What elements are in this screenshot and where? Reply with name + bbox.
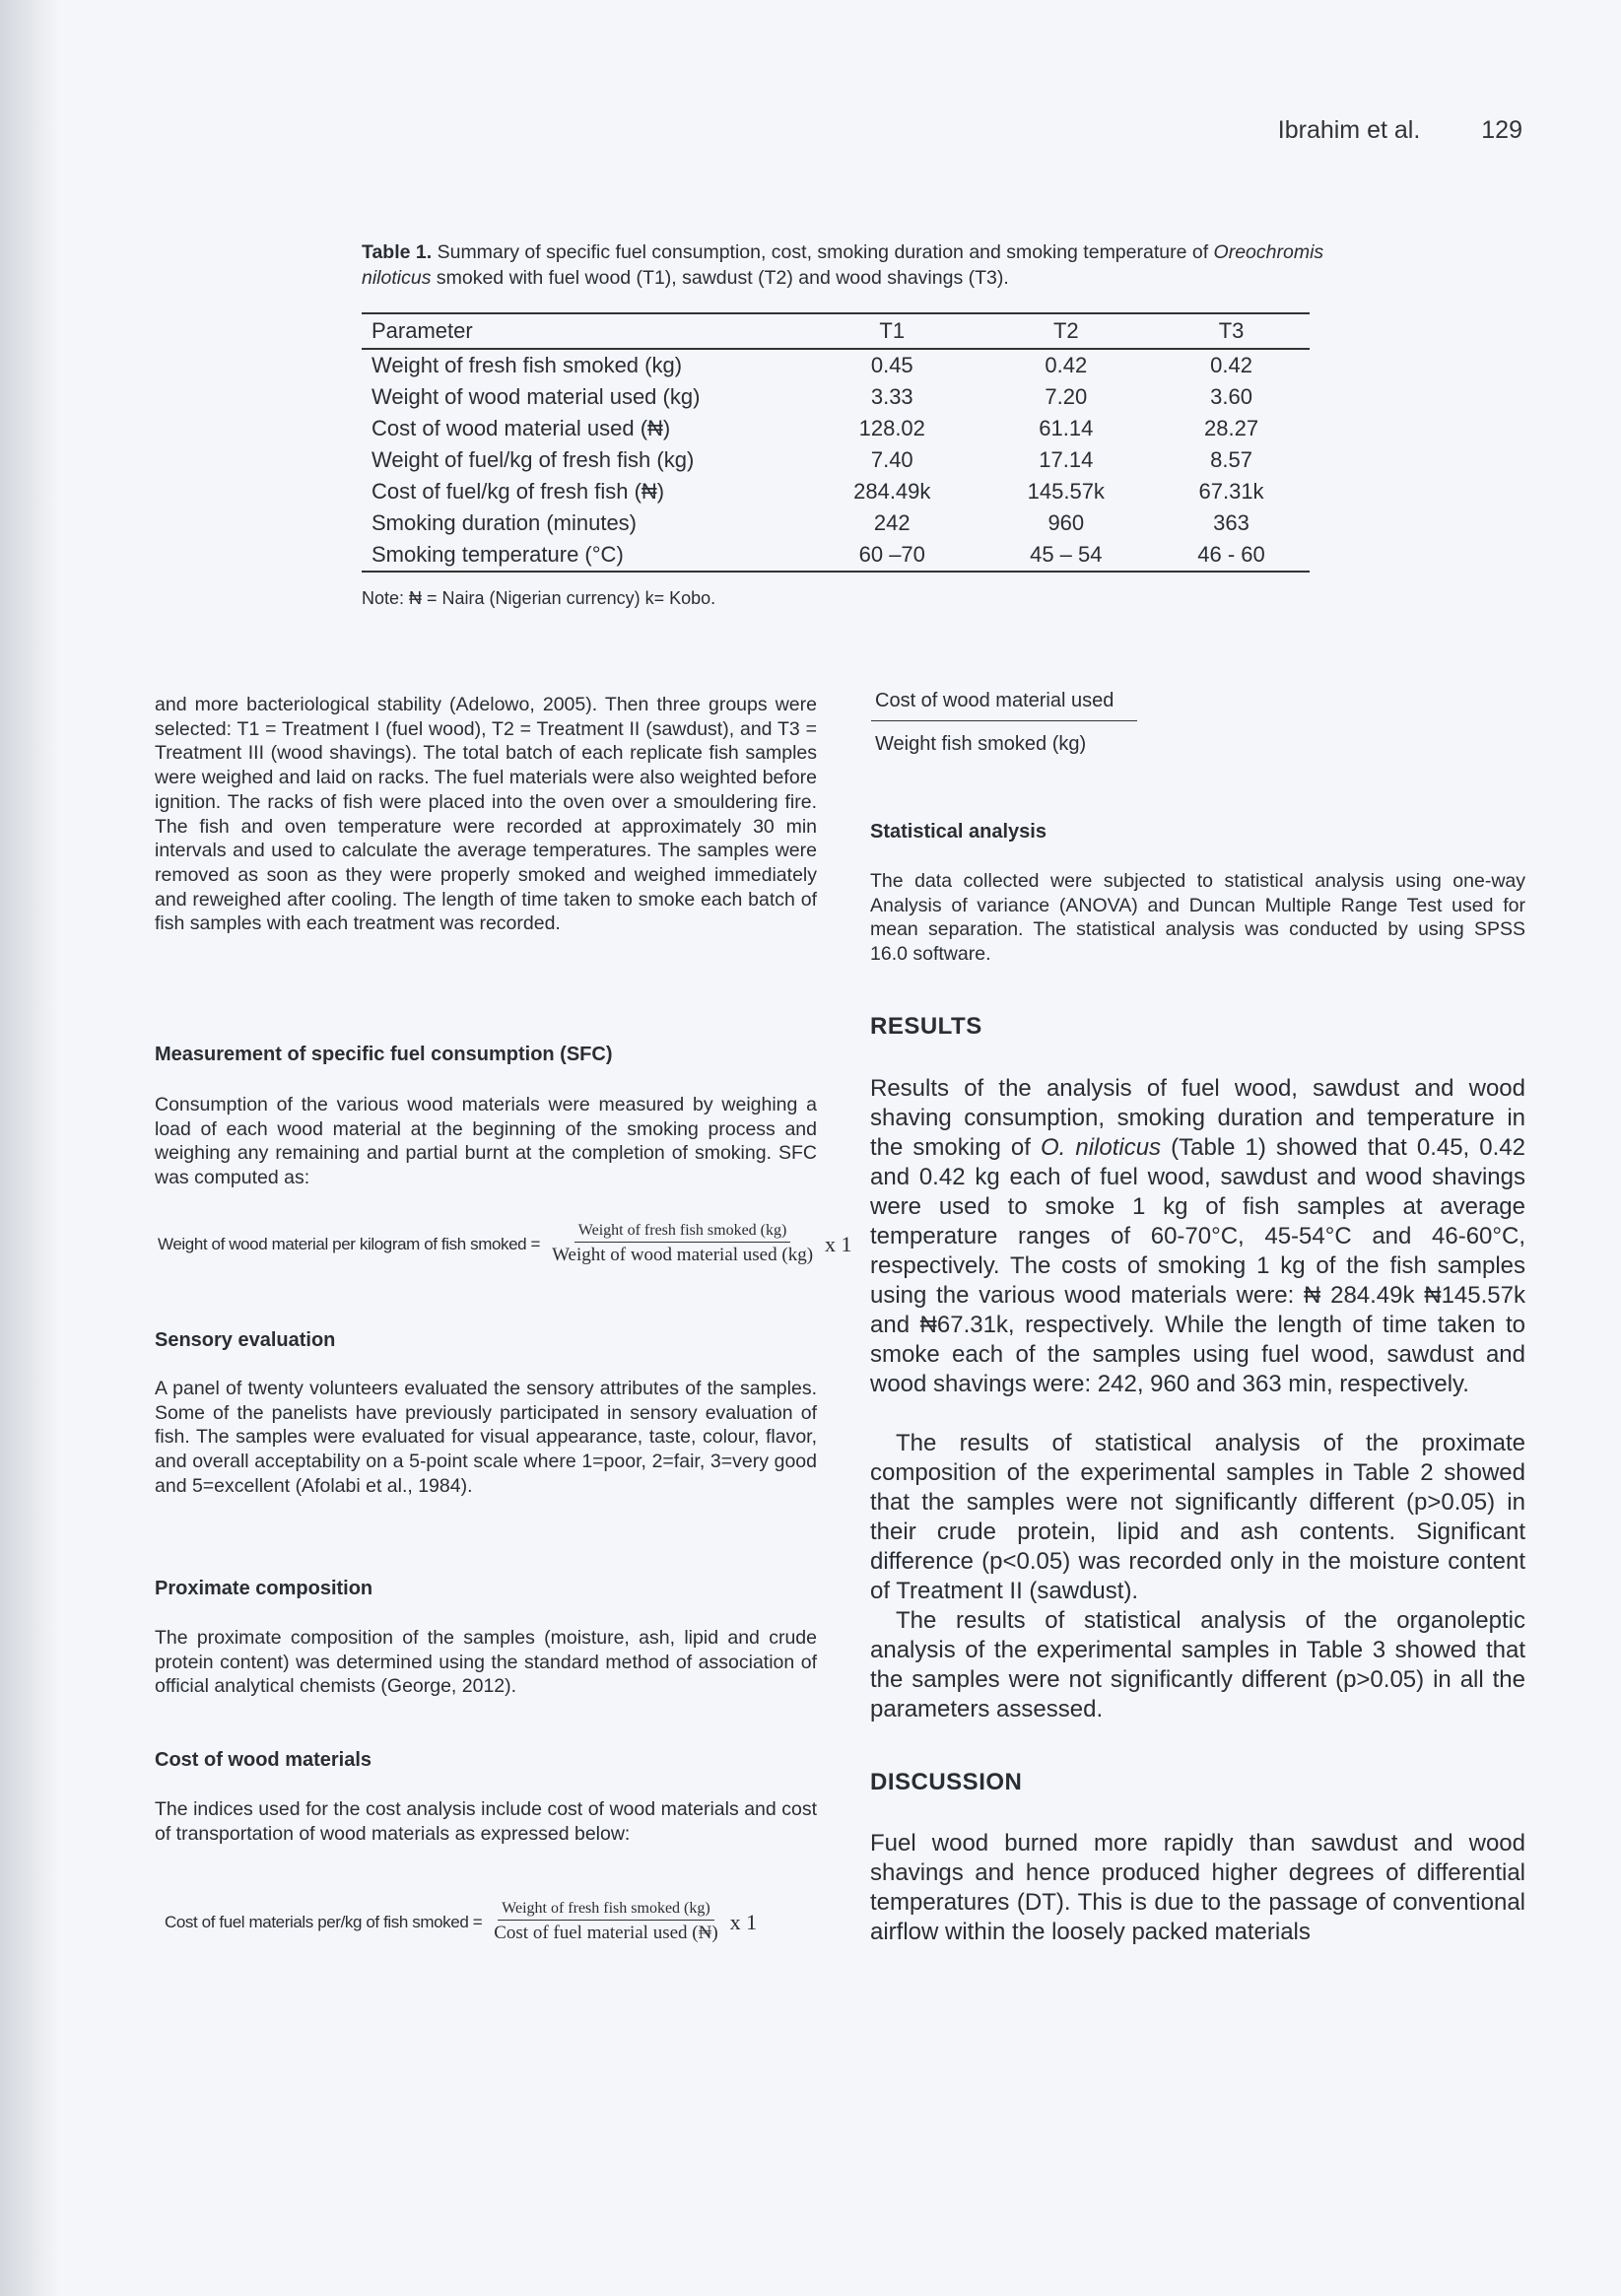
- table-cell: 46 - 60: [1153, 539, 1310, 572]
- fraction-denominator: Weight fish smoked (kg): [875, 733, 1087, 755]
- sfc-paragraph: Consumption of the various wood materials were measured by weighing a load of each wood material at the beginning of the smoking process and weighing any remaining and partial burnt at the completion of smoking. SFC was computed as:: [155, 1094, 817, 1189]
- statistical-paragraph: The data collected were subjected to statistical analysis using one-way Analysis of variance (ANOVA) and Duncan Multiple Range Test used for mean separation. The statistical analysis was conducted by using SPSS 16.0 software.: [870, 870, 1525, 966]
- table-row: [362, 413, 1310, 444]
- table-cell: 60 –70: [805, 539, 979, 572]
- table-row: [362, 444, 1310, 476]
- equation-numerator: Weight of fresh fish smoked (kg): [498, 1900, 714, 1921]
- column-header: T1: [805, 313, 979, 349]
- data-table: [362, 312, 1310, 573]
- results-paragraph-1: [870, 1074, 1525, 1399]
- column-header: Parameter: [362, 313, 805, 349]
- table-row: [362, 476, 1310, 507]
- equation-numerator: Weight of fresh fish smoked (kg): [574, 1222, 791, 1243]
- sensory-paragraph: A panel of twenty volunteers evaluated the sensory attributes of the samples. Some of the panelists have previously participated in sensory evaluation of fish. The samples were evaluated for visual appearance, taste, colour, flavor, and overall acceptability on a 5-point scale where 1=poor, 2=fair, 3=very good and 5=excellent (Afolabi et al., 1984).: [155, 1378, 817, 1497]
- sfc-equation: [158, 1222, 852, 1266]
- discussion-paragraph: Fuel wood burned more rapidly than sawdust and wood shavings and hence produced higher degrees of differential temperatures (DT). This is due to the passage of conventional airflow within the loosely packed materials: [870, 1830, 1525, 1945]
- table-row: [362, 539, 1310, 572]
- table-cell: Weight of wood material used (kg): [371, 384, 701, 409]
- table-cell: 128.02: [858, 416, 925, 440]
- results-paragraph-3: The results of statistical analysis of the organoleptic analysis of the experimental samples in Table 3 showed that the samples were not significantly different (p>0.05) in all the parameters assessed.: [870, 1607, 1525, 1722]
- results-text: Results of the analysis of fuel wood, sawdust and wood shaving consumption, smoking duration and temperature in the smoking of: [870, 1075, 1525, 1161]
- equation-denominator: Weight of wood material used (kg): [552, 1245, 814, 1265]
- running-header: [1278, 116, 1522, 145]
- table-row: [362, 381, 1310, 413]
- table-cell: Cost of wood material used (₦): [371, 416, 671, 440]
- section-heading-proximate: Proximate composition: [155, 1578, 373, 1599]
- cost-equation: [165, 1900, 757, 1944]
- table-cell: 960: [1047, 510, 1085, 535]
- table-cell: Smoking duration (minutes): [371, 510, 638, 535]
- equation-multiplier: x 1: [729, 1909, 758, 1934]
- table-cell: Weight of fuel/kg of fresh fish (kg): [371, 447, 695, 472]
- table-row: [362, 349, 1310, 381]
- table-cell: 3.33: [870, 384, 913, 409]
- page-number: 129: [1481, 116, 1522, 144]
- table-cell: 45 – 54: [979, 539, 1154, 572]
- results-paragraph-2: The results of statistical analysis of the proximate composition of the experimental samples in Table 2 showed that the samples were not significantly different (p>0.05) in their crude protein, lipid and ash contents. Significant difference (p<0.05) was recorded only in the moisture content of Treatment II (sawdust).: [870, 1430, 1525, 1604]
- table-cell: 8.57: [1210, 447, 1252, 472]
- table-label: Table 1.: [362, 241, 433, 263]
- results-text-cont: (Table 1) showed that 0.45, 0.42 and 0.42 kg each of fuel wood, sawdust and wood shavings were used to smoke 1 kg of fish samples at average temperature ranges of 60-70°C, 45-54°C and 46-60°C, respectively. The costs of smoking 1 kg of the fish samples using the various wood materials were: ₦ 284.49k ₦145.57k and ₦67.31k, respectively. While the length of time taken to smoke each of the samples using fuel wood, sawdust and wood shavings were: 242, 960 and 363 min, respectively.: [870, 1134, 1526, 1397]
- caption-species: Oreochromis niloticus: [362, 241, 1324, 289]
- section-heading-statistical: Statistical analysis: [870, 821, 1047, 843]
- column-header: T2: [979, 313, 1154, 349]
- equation-fraction: [548, 1222, 817, 1266]
- caption-text: Summary of specific fuel consumption, cost, smoking duration and smoking temperature of: [432, 241, 1214, 263]
- cost-fraction: [871, 690, 1137, 756]
- table-cell: Weight of fresh fish smoked (kg): [371, 353, 683, 377]
- table-cell: 7.20: [1045, 384, 1088, 409]
- table-cell: 0.42: [1210, 353, 1252, 377]
- equation-denominator: Cost of fuel material used (₦): [494, 1923, 718, 1943]
- table-cell: 0.42: [1045, 353, 1088, 377]
- section-heading-sfc: Measurement of specific fuel consumption (SFC): [155, 1044, 613, 1065]
- section-heading-discussion: DISCUSSION: [870, 1769, 1023, 1795]
- table-cell: 7.40: [870, 447, 913, 472]
- column-header: T3: [1153, 313, 1310, 349]
- results-species: O. niloticus: [1040, 1134, 1162, 1161]
- table-row: [362, 507, 1310, 539]
- table-cell: 145.57k: [1027, 479, 1105, 504]
- table-cell: Cost of fuel/kg of fresh fish (₦): [371, 479, 665, 504]
- table-cell: Smoking temperature (°C): [362, 539, 805, 572]
- methods-paragraph: and more bacteriological stability (Adelowo, 2005). Then three groups were selected: T1 = Treatment I (fuel wood), T2 = Treatment II (sawdust), and T3 = Treatment III (wood shavings). The total batch of each replicate fish samples were weighed and laid on racks. The fuel materials were also weighted before ignition. The racks of fish were placed into the oven over a smouldering fire. The fish and oven temperature were recorded at approximately 30 min intervals and used to calculate the average temperatures. The samples were removed as soon as they were properly smoked and weighed immediately and reweighed after cooling. The length of time taken to smoke each batch of fish samples with each treatment was recorded.: [155, 694, 817, 935]
- proximate-paragraph: The proximate composition of the samples (moisture, ash, lipid and crude protein content) was determined using the standard method of association of official analytical chemists (George, 2012).: [155, 1627, 817, 1698]
- table-cell: 28.27: [1204, 416, 1259, 440]
- table-cell: 284.49k: [853, 479, 931, 504]
- table-cell: 0.45: [870, 353, 913, 377]
- table-cell: 67.31k: [1198, 479, 1264, 504]
- section-heading-sensory: Sensory evaluation: [155, 1329, 336, 1351]
- cost-paragraph: The indices used for the cost analysis include cost of wood materials and cost of transportation of wood materials as expressed below:: [155, 1798, 817, 1845]
- equation-multiplier: x 1: [825, 1231, 852, 1256]
- equation-lhs: Cost of fuel materials per/kg of fish smoked =: [165, 1912, 483, 1931]
- table-cell: 61.14: [1039, 416, 1094, 440]
- table-caption: [362, 239, 1327, 291]
- section-heading-cost: Cost of wood materials: [155, 1749, 372, 1771]
- table-cell: 242: [873, 510, 911, 535]
- header-author: Ibrahim et al.: [1277, 116, 1421, 144]
- table-note: Note: ₦ = Naira (Nigerian currency) k= Kobo.: [362, 588, 716, 608]
- table-cell: 3.60: [1210, 384, 1252, 409]
- table-cell: 363: [1213, 510, 1250, 535]
- page-edge-shadow: [0, 0, 59, 2296]
- section-heading-results: RESULTS: [870, 1013, 982, 1040]
- fraction-numerator: Cost of wood material used: [871, 690, 1137, 721]
- equation-fraction: [490, 1900, 721, 1944]
- table-cell: 17.14: [1039, 447, 1094, 472]
- equation-lhs: Weight of wood material per kilogram of fish smoked =: [158, 1234, 541, 1253]
- caption-text-end: smoked with fuel wood (T1), sawdust (T2) and wood shavings (T3).: [431, 267, 1009, 289]
- table-header-row: [362, 313, 1310, 349]
